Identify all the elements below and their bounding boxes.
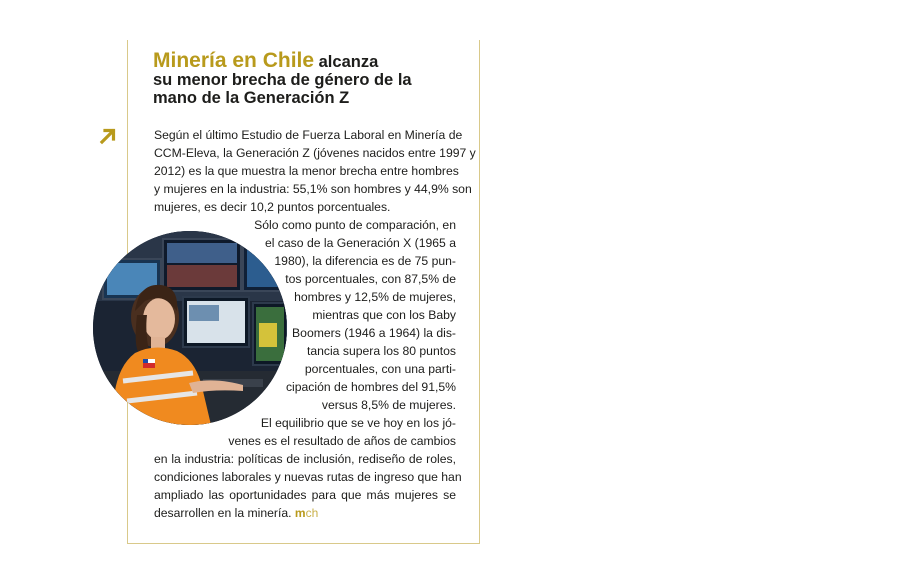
body-line: venes es el resultado de años de cambios xyxy=(228,434,456,448)
mch-logo xyxy=(295,506,318,520)
title-line-3: mano de la Generación Z xyxy=(153,89,350,107)
body-line-last-text: desarrollen en la minería. xyxy=(154,506,292,520)
body-line: ampliado las oportunidades para que más mujeres se xyxy=(154,488,456,502)
body-line: y mujeres en la industria: 55,1% son hombres y 44,9% son xyxy=(154,182,472,196)
body-line: mujeres, es decir 10,2 puntos porcentuales. xyxy=(154,200,391,214)
body-line: en la industria: políticas de inclusión, rediseño de roles, xyxy=(154,452,456,466)
body-line: el caso de la Generación X (1965 a xyxy=(264,236,456,250)
control-room-photo xyxy=(93,231,287,425)
body-line: porcentuales, con una parti- xyxy=(304,362,456,376)
body-line: CCM-Eleva, la Generación Z (jóvenes nacidos entre 1997 y xyxy=(154,146,476,160)
photo-illustration xyxy=(93,231,287,425)
body-line: El equilibrio que se ve hoy en los jó- xyxy=(260,416,456,430)
title-line-1 xyxy=(153,49,473,72)
arrow-up-right-icon xyxy=(99,127,117,145)
mch-logo-light: ch xyxy=(305,506,319,520)
mch-logo-bold: m xyxy=(294,506,306,520)
body-line: tos porcentuales, con 87,5% de xyxy=(285,272,456,286)
frame-right-rule xyxy=(479,40,480,544)
body-line: 2012) es la que muestra la menor brecha entre hombres xyxy=(154,164,459,178)
body-line: Según el último Estudio de Fuerza Laboral en Minería de xyxy=(154,128,463,142)
body-line: mientras que con los Baby xyxy=(312,308,456,322)
frame-bottom-rule xyxy=(127,543,480,544)
body-line-last xyxy=(154,504,456,522)
body-line: condiciones laborales y nuevas rutas de ingreso que han xyxy=(154,470,462,484)
title-line-1-rest: alcanza xyxy=(314,53,379,71)
body-line: Boomers (1946 a 1964) la dis- xyxy=(292,326,456,340)
body-line: Sólo como punto de comparación, en xyxy=(254,218,456,232)
article-title xyxy=(153,49,473,107)
title-accent: Minería en Chile xyxy=(153,49,315,72)
body-line: tancia supera los 80 puntos xyxy=(306,344,456,358)
body-line: 1980), la diferencia es de 75 pun- xyxy=(274,254,456,268)
body-line: versus 8,5% de mujeres. xyxy=(321,398,456,412)
title-line-2: su menor brecha de género de la xyxy=(153,71,412,89)
body-line: hombres y 12,5% de mujeres, xyxy=(294,290,456,304)
body-line: cipación de hombres del 91,5% xyxy=(285,380,456,394)
